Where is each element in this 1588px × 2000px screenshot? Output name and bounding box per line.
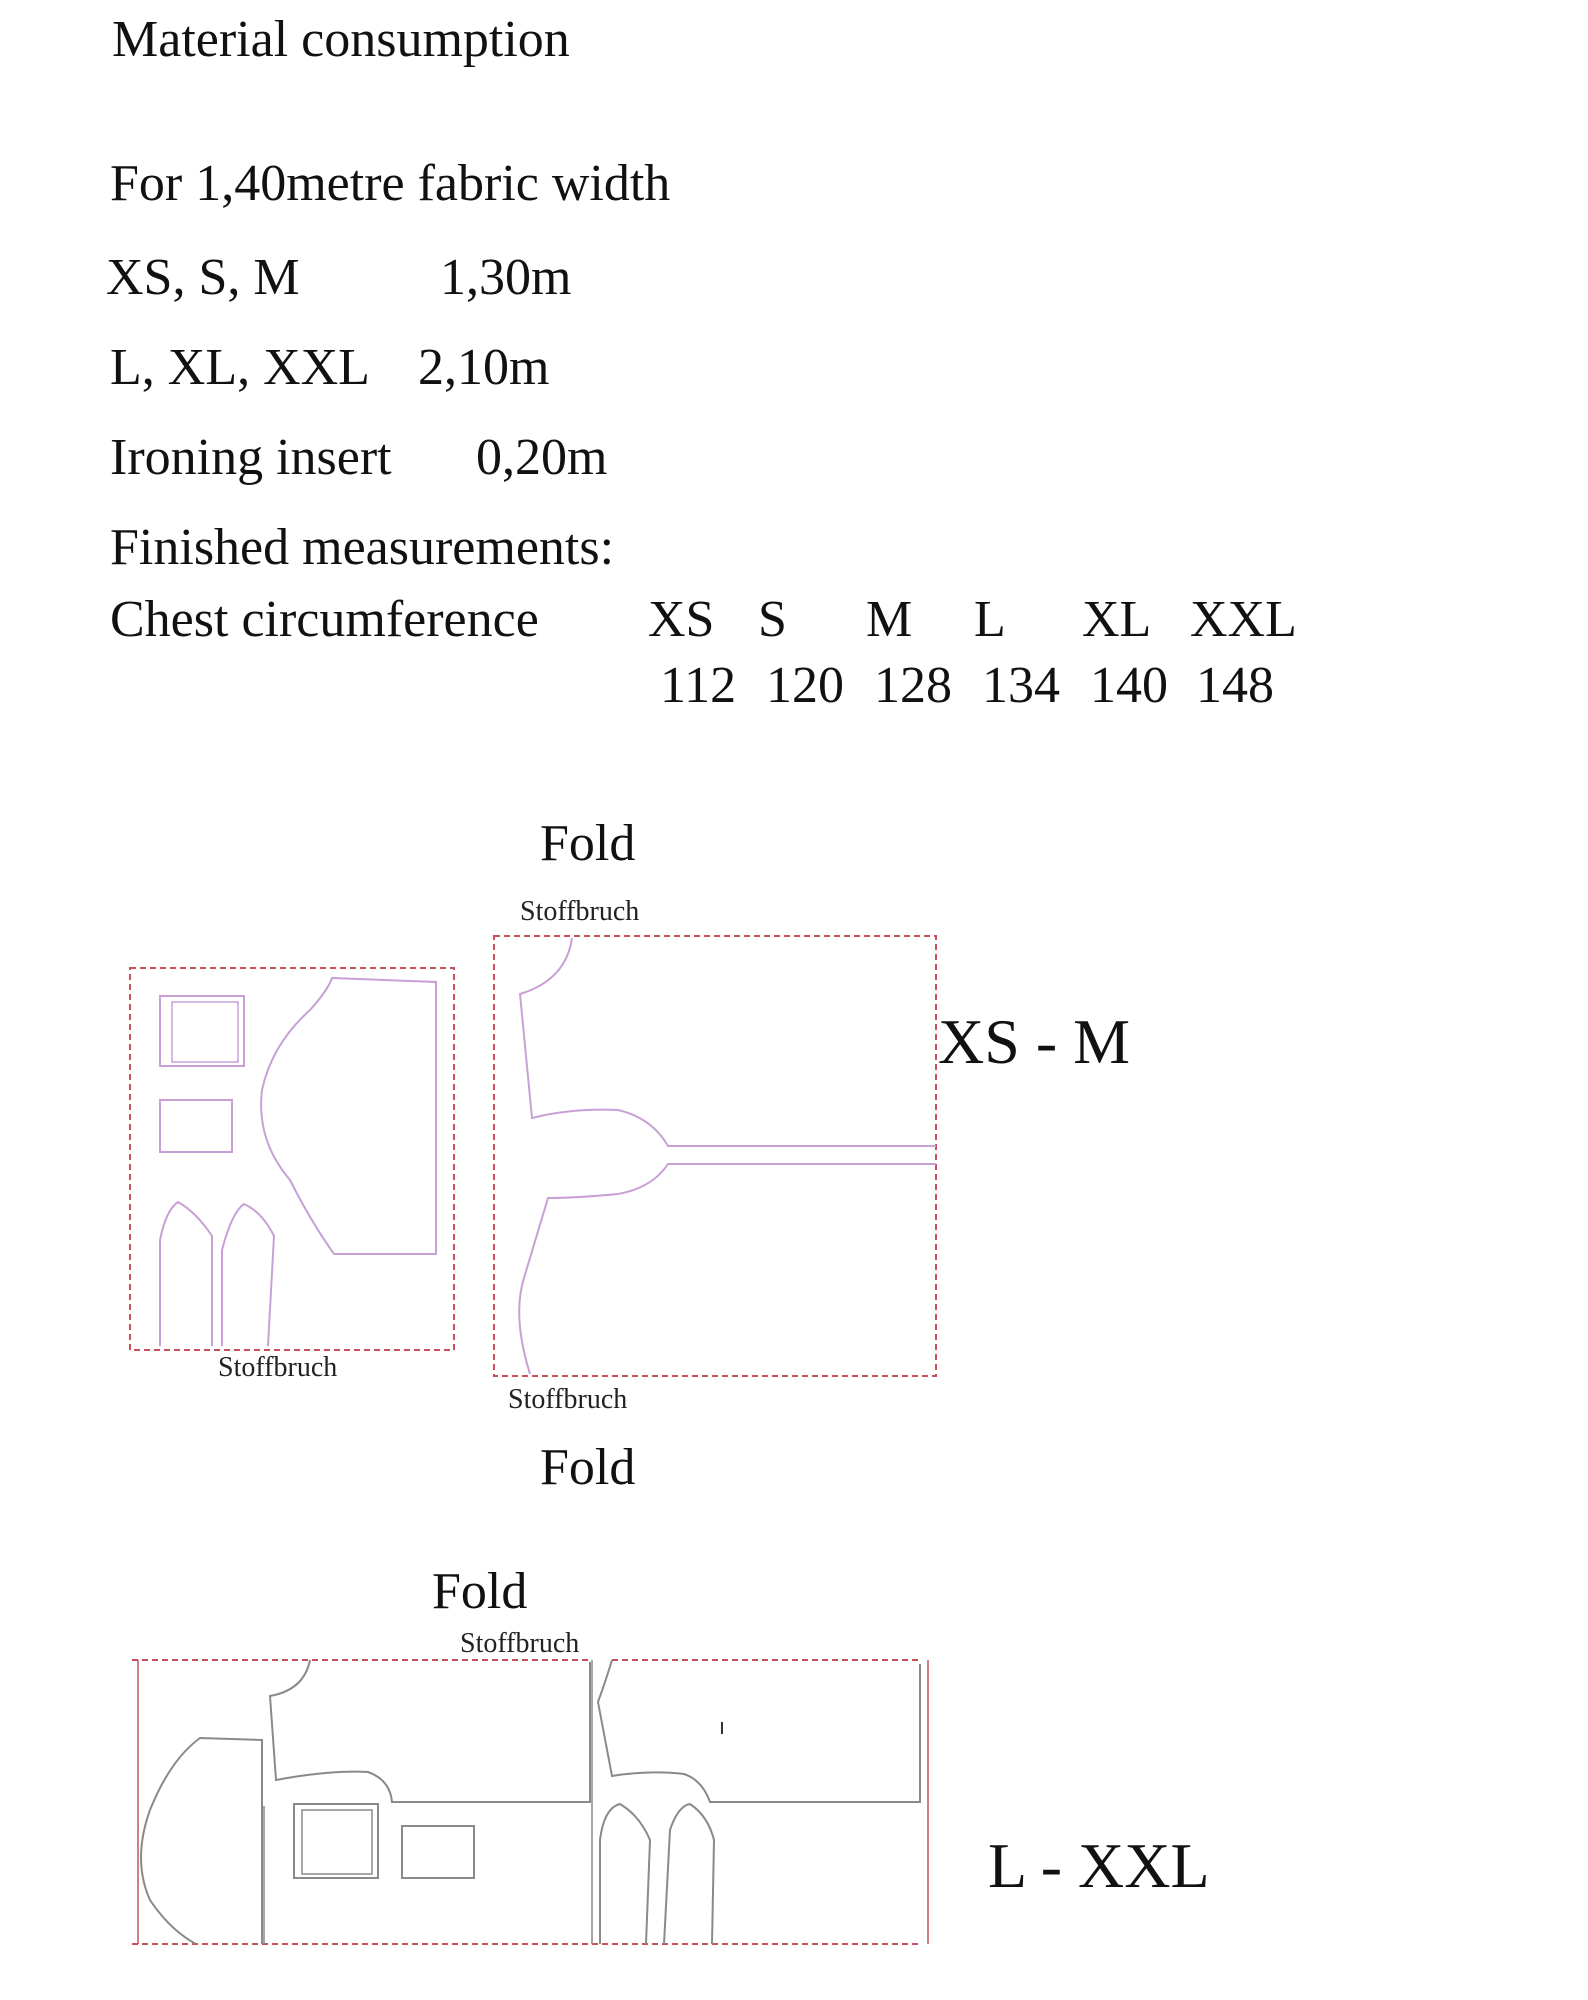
large-collar-outer [294,1804,378,1878]
chest-circumference-label: Chest circumference [110,591,539,648]
dashed-fabric-border-right-small [494,936,936,1376]
layout-small-left-panel [130,968,454,1350]
front-piece-bottom [519,1164,936,1374]
sleeve-strip-2 [222,1204,274,1346]
consumption-amount-l-xxl: 2,10m [418,339,550,396]
size-header-s: S [758,591,787,648]
pocket-piece [160,1100,232,1152]
stoffbruch-label-top-small: Stoffbruch [520,896,640,927]
chest-value-s: 120 [766,657,844,714]
chest-value-xs: 112 [660,657,737,714]
size-range-label-large: L - XXL [988,1830,1210,1901]
large-back-piece [141,1738,262,1944]
consumption-sizes-l-xxl: L, XL, XXL [110,339,370,396]
chest-value-l: 134 [982,657,1060,714]
chest-value-xxl: 148 [1196,657,1274,714]
finished-measurements-title: Finished measurements: [110,519,615,576]
stoffbruch-label-bottom-small: Stoffbruch [508,1384,628,1415]
fold-label-top-small: Fold [540,815,636,872]
back-piece [261,978,436,1254]
stoffbruch-label-left-small: Stoffbruch [218,1352,338,1383]
large-front-piece-left [270,1660,590,1802]
fold-label-bottom-small: Fold [540,1439,636,1496]
large-front-piece-right [598,1660,920,1802]
size-header-xxl: XXL [1190,591,1297,648]
size-range-label-small: XS - M [938,1006,1131,1077]
dashed-fabric-border-left-small [130,968,454,1350]
stoffbruch-label-top-large: Stoffbruch [460,1628,580,1659]
front-piece-top [520,938,936,1146]
chest-value-xl: 140 [1090,657,1168,714]
size-header-xs: XS [648,591,715,648]
size-header-l: L [974,591,1006,648]
layout-large [132,1660,928,1944]
layout-small-right-panel [494,936,936,1376]
page-title: Material consumption [112,11,570,68]
size-header-xl: XL [1082,591,1152,648]
fold-label-top-large: Fold [432,1563,528,1620]
consumption-amount-xs-m: 1,30m [440,249,572,306]
sleeve-strip-1 [160,1202,212,1346]
large-sleeve-strip-2 [664,1804,714,1944]
consumption-sizes-ironing-insert: Ironing insert [110,429,392,486]
large-collar-inner [302,1810,372,1874]
large-pocket-piece [402,1826,474,1878]
collar-piece-inner [172,1002,238,1062]
consumption-sizes-xs-m: XS, S, M [106,249,300,306]
fabric-width-text: For 1,40metre fabric width [110,155,671,212]
chest-value-m: 128 [874,657,952,714]
size-header-m: M [866,591,913,648]
consumption-amount-ironing-insert: 0,20m [476,429,608,486]
large-sleeve-strip-1 [600,1804,650,1944]
